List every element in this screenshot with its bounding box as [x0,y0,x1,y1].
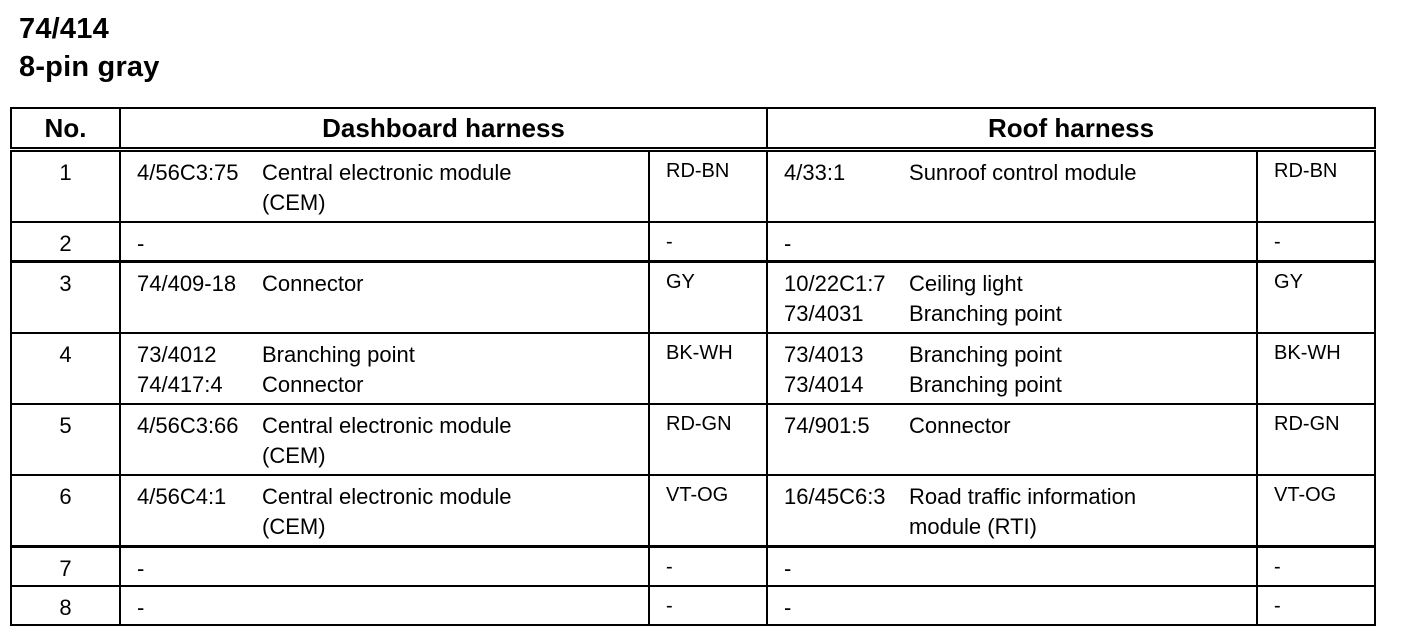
pin-number-text: 5 [59,413,72,438]
roof-description [909,404,1257,475]
roof-wire-color-text: - [1274,231,1281,253]
dashboard-wire-color [649,404,767,475]
roof-reference-text: 73/4031 [784,301,864,326]
roof-reference [767,586,909,625]
header-row [11,108,1375,150]
roof-wire-color [1257,404,1375,475]
dashboard-wire-color-text: GY [666,271,695,293]
dashboard-description-text: (CEM) [262,190,326,215]
dashboard-wire-color-text: RD-GN [666,413,732,435]
roof-wire-color [1257,586,1375,625]
dashboard-reference [120,475,262,547]
roof-description-text: Branching point [909,301,1062,326]
roof-wire-color-text: - [1274,595,1281,617]
dashboard-reference-text: 74/417:4 [137,372,223,397]
pin-number [11,586,120,625]
roof-reference-text: - [784,231,792,256]
header-roof: Roof harness [767,108,1375,150]
dashboard-wire-color [649,547,767,587]
roof-reference [767,333,909,404]
dashboard-description-text: (CEM) [262,443,326,468]
dashboard-reference [120,404,262,475]
table-row [11,404,1375,475]
table-row [11,150,1375,223]
dashboard-reference-text: 4/56C3:75 [137,160,239,185]
dashboard-reference-text: - [137,231,145,256]
roof-reference [767,404,909,475]
dashboard-reference-text: 4/56C3:66 [137,413,239,438]
roof-wire-color [1257,333,1375,404]
roof-reference-text: 4/33:1 [784,160,846,185]
dashboard-description [262,262,649,334]
table-row [11,586,1375,625]
roof-reference-text: 73/4013 [784,342,864,367]
roof-wire-color-text: - [1274,556,1281,578]
pin-number-text: 6 [59,484,72,509]
dashboard-wire-color [649,222,767,262]
dashboard-description-text: (CEM) [262,514,326,539]
dashboard-wire-color [649,150,767,223]
dashboard-description-text: Central electronic module [262,413,512,438]
roof-reference-text: - [784,595,792,620]
roof-description-text: module (RTI) [909,514,1037,539]
connector-id: 74/414 [19,13,109,45]
pin-number-text: 1 [59,160,72,185]
dashboard-reference [120,333,262,404]
roof-description-text: Sunroof control module [909,160,1137,185]
pin-number [11,547,120,587]
roof-description [909,333,1257,404]
header-no: No. [11,108,120,150]
roof-description-text: Branching point [909,372,1062,397]
pin-number-text: 8 [59,595,72,620]
pin-number-text: 7 [59,556,72,581]
pin-table [10,107,1376,626]
dashboard-wire-color-text: - [666,231,673,253]
roof-description-text: Branching point [909,342,1062,367]
roof-reference [767,262,909,334]
pin-number [11,404,120,475]
table-row [11,547,1375,587]
dashboard-reference-text: 73/4012 [137,342,217,367]
dashboard-reference [120,547,262,587]
dashboard-wire-color-text: - [666,595,673,617]
pin-number-text: 4 [59,342,72,367]
roof-wire-color [1257,222,1375,262]
roof-wire-color-text: BK-WH [1274,342,1341,364]
roof-wire-color-text: VT-OG [1274,484,1337,506]
roof-reference-text: 10/22C1:7 [784,271,886,296]
roof-reference [767,222,909,262]
roof-description-text: Ceiling light [909,271,1023,296]
dashboard-description [262,475,649,547]
dashboard-reference-text: 74/409-18 [137,271,237,296]
dashboard-description-text: Central electronic module [262,160,512,185]
roof-reference [767,150,909,223]
pin-number-text: 2 [59,231,72,256]
pin-number [11,262,120,334]
roof-description [909,547,1257,587]
roof-reference [767,475,909,547]
table-row [11,222,1375,262]
dashboard-reference [120,222,262,262]
roof-description [909,586,1257,625]
dashboard-wire-color [649,586,767,625]
dashboard-reference [120,150,262,223]
dashboard-description [262,404,649,475]
roof-wire-color [1257,475,1375,547]
roof-wire-color [1257,150,1375,223]
roof-description-text: Connector [909,413,1011,438]
table-row [11,475,1375,547]
roof-description [909,222,1257,262]
dashboard-wire-color-text: RD-BN [666,160,730,182]
roof-reference-text: 74/901:5 [784,413,870,438]
dashboard-wire-color-text: VT-OG [666,484,729,506]
roof-wire-color-text: GY [1274,271,1303,293]
dashboard-reference-text: 4/56C4:1 [137,484,227,509]
dashboard-wire-color [649,333,767,404]
dashboard-description [262,222,649,262]
header-dashboard: Dashboard harness [120,108,767,150]
roof-wire-color-text: RD-BN [1274,160,1338,182]
dashboard-reference [120,262,262,334]
roof-description [909,150,1257,223]
dashboard-wire-color [649,262,767,334]
dashboard-description-text: Connector [262,271,364,296]
dashboard-description [262,547,649,587]
pin-number-text: 3 [59,271,72,296]
pin-number [11,475,120,547]
roof-description-text: Road traffic information [909,484,1137,509]
roof-reference-text: 73/4014 [784,372,864,397]
dashboard-wire-color [649,475,767,547]
roof-reference [767,547,909,587]
dashboard-description-text: Central electronic module [262,484,512,509]
dashboard-description [262,586,649,625]
pin-number [11,333,120,404]
roof-description [909,262,1257,334]
roof-description [909,475,1257,547]
pin-number [11,150,120,223]
roof-wire-color-text: RD-GN [1274,413,1340,435]
table-row [11,333,1375,404]
roof-wire-color [1257,547,1375,587]
connector-type: 8-pin gray [19,51,160,83]
dashboard-reference-text: - [137,556,145,581]
roof-wire-color [1257,262,1375,334]
dashboard-wire-color-text: - [666,556,673,578]
dashboard-reference [120,586,262,625]
dashboard-description-text: Branching point [262,342,415,367]
table-row [11,262,1375,334]
roof-reference-text: - [784,556,792,581]
dashboard-description-text: Connector [262,372,364,397]
dashboard-reference-text: - [137,595,145,620]
pin-number [11,222,120,262]
roof-reference-text: 16/45C6:3 [784,484,886,509]
title-block [19,10,160,86]
dashboard-description [262,150,649,223]
dashboard-description [262,333,649,404]
dashboard-wire-color-text: BK-WH [666,342,733,364]
